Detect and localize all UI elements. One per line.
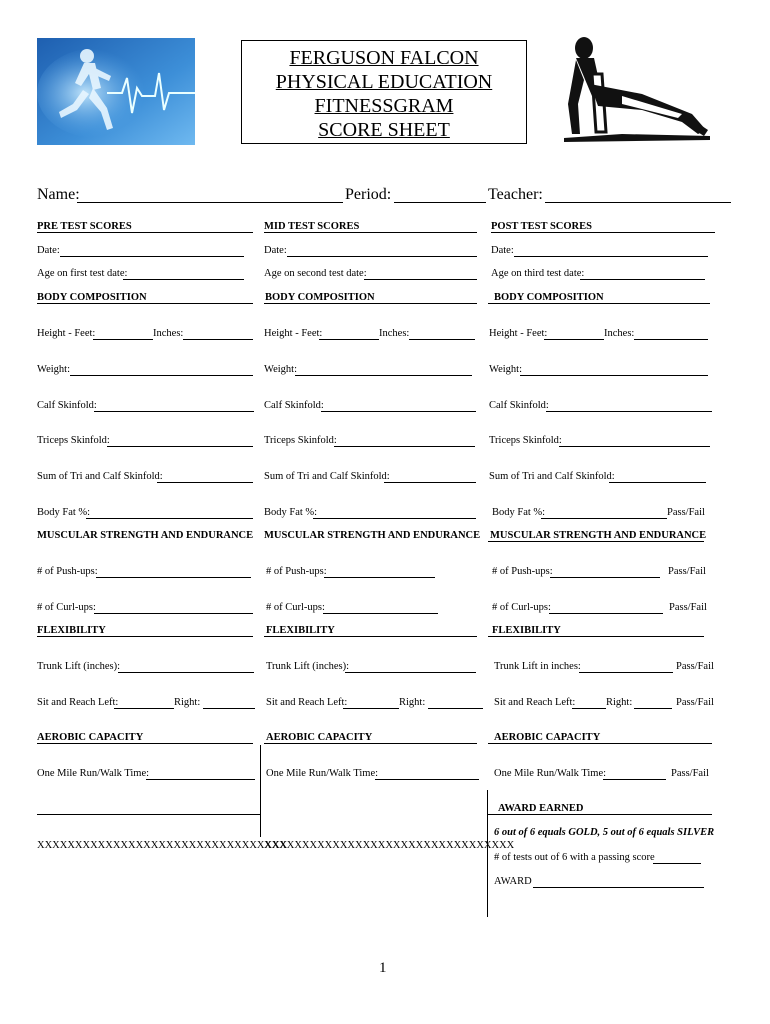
post-flexibility-rule bbox=[488, 636, 704, 637]
pre-body-comp-rule bbox=[37, 303, 253, 304]
title-line-1: FERGUSON FALCON bbox=[289, 47, 479, 69]
page-number: 1 bbox=[379, 960, 387, 976]
mid-height-inches-label: Inches: bbox=[379, 328, 410, 339]
post-height-feet-input[interactable] bbox=[544, 339, 604, 340]
post-pushups-pass-fail: Pass/Fail bbox=[668, 566, 706, 577]
mid-height-feet-label: Height - Feet: bbox=[264, 328, 323, 339]
post-pushups-input[interactable] bbox=[550, 577, 660, 578]
post-trunk-pass-fail: Pass/Fail bbox=[676, 661, 714, 672]
mid-curlups-label: # of Curl-ups: bbox=[266, 602, 325, 613]
mid-pushups-input[interactable] bbox=[324, 577, 435, 578]
post-calf-input[interactable] bbox=[546, 411, 712, 412]
pre-test-heading: PRE TEST SCORES bbox=[37, 221, 132, 232]
pre-curlups-input[interactable] bbox=[94, 613, 253, 614]
mid-weight-label: Weight: bbox=[264, 364, 297, 375]
mid-mile-label: One Mile Run/Walk Time: bbox=[266, 768, 379, 779]
post-heading-rule bbox=[491, 232, 715, 233]
pre-aerobic-heading: AEROBIC CAPACITY bbox=[37, 732, 144, 743]
pre-age-label: Age on first test date: bbox=[37, 268, 128, 279]
pre-height-feet-input[interactable] bbox=[93, 339, 153, 340]
pre-body-fat-label: Body Fat %: bbox=[37, 507, 91, 518]
award-input[interactable] bbox=[533, 887, 704, 888]
pushup-figure-image bbox=[562, 34, 712, 152]
name-input[interactable] bbox=[77, 202, 343, 203]
mid-curlups-input[interactable] bbox=[323, 613, 438, 614]
post-calf-label: Calf Skinfold: bbox=[489, 400, 549, 411]
pre-trunk-label: Trunk Lift (inches): bbox=[37, 661, 121, 672]
period-input[interactable] bbox=[394, 202, 486, 203]
post-body-fat-input[interactable] bbox=[541, 518, 667, 519]
mid-flexibility-rule bbox=[264, 636, 477, 637]
mid-sit-reach-right-input[interactable] bbox=[428, 708, 483, 709]
pre-muscular-heading: MUSCULAR STRENGTH AND ENDURANCE bbox=[37, 530, 254, 541]
divider-right bbox=[487, 790, 488, 917]
post-right-label: Right: bbox=[606, 697, 633, 708]
post-mile-label: One Mile Run/Walk Time: bbox=[494, 768, 607, 779]
pre-height-inches-label: Inches: bbox=[153, 328, 184, 339]
post-test-heading: POST TEST SCORES bbox=[491, 221, 592, 232]
post-muscular-heading: MUSCULAR STRENGTH AND ENDURANCE bbox=[490, 530, 707, 541]
post-mile-pass-fail: Pass/Fail bbox=[671, 768, 709, 779]
mid-weight-input[interactable] bbox=[295, 375, 472, 376]
mid-sit-reach-label: Sit and Reach Left: bbox=[266, 697, 348, 708]
post-aerobic-heading: AEROBIC CAPACITY bbox=[494, 732, 601, 743]
mid-triceps-label: Triceps Skinfold: bbox=[264, 435, 337, 446]
pre-calf-label: Calf Skinfold: bbox=[37, 400, 97, 411]
pre-sum-input[interactable] bbox=[157, 482, 253, 483]
mid-muscular-heading: MUSCULAR STRENGTH AND ENDURANCE bbox=[264, 530, 481, 541]
mid-right-label: Right: bbox=[399, 697, 426, 708]
pre-aerobic-rule bbox=[37, 743, 253, 744]
pre-weight-label: Weight: bbox=[37, 364, 70, 375]
post-age-label: Age on third test date: bbox=[491, 268, 585, 279]
pre-sit-reach-right-input[interactable] bbox=[203, 708, 255, 709]
post-date-input[interactable] bbox=[514, 256, 708, 257]
post-age-input[interactable] bbox=[580, 279, 705, 280]
mid-sit-reach-left-input[interactable] bbox=[343, 708, 399, 709]
mid-aerobic-rule bbox=[264, 743, 477, 744]
pre-trunk-input[interactable] bbox=[118, 672, 254, 673]
crossed-out-mid: XXXXXXXXXXXXXXXXXXXXXXXXXXXXXXXXX bbox=[264, 840, 515, 851]
mid-pushups-label: # of Push-ups: bbox=[266, 566, 327, 577]
pre-curlups-label: # of Curl-ups: bbox=[37, 602, 96, 613]
post-body-comp-heading: BODY COMPOSITION bbox=[494, 292, 604, 303]
pre-age-input[interactable] bbox=[123, 279, 244, 280]
pre-body-fat-input[interactable] bbox=[86, 518, 253, 519]
pre-pushups-label: # of Push-ups: bbox=[37, 566, 98, 577]
post-body-fat-pass-fail: Pass/Fail bbox=[667, 507, 705, 518]
award-label: AWARD bbox=[494, 876, 532, 887]
mid-body-comp-rule bbox=[264, 303, 477, 304]
post-muscular-rule bbox=[488, 541, 704, 542]
pre-sum-label: Sum of Tri and Calf Skinfold: bbox=[37, 471, 163, 482]
post-curlups-label: # of Curl-ups: bbox=[492, 602, 551, 613]
pre-mile-label: One Mile Run/Walk Time: bbox=[37, 768, 150, 779]
post-sum-label: Sum of Tri and Calf Skinfold: bbox=[489, 471, 615, 482]
mid-calf-input[interactable] bbox=[321, 411, 476, 412]
pre-right-label: Right: bbox=[174, 697, 201, 708]
post-sit-reach-pass-fail: Pass/Fail bbox=[676, 697, 714, 708]
crossed-out-pre: XXXXXXXXXXXXXXXXXXXXXXXXXXXXXXXXX bbox=[37, 840, 288, 851]
mid-sum-label: Sum of Tri and Calf Skinfold: bbox=[264, 471, 390, 482]
mid-aerobic-heading: AEROBIC CAPACITY bbox=[266, 732, 373, 743]
mid-calf-label: Calf Skinfold: bbox=[264, 400, 324, 411]
title-line-2: PHYSICAL EDUCATION bbox=[275, 71, 493, 93]
post-pushups-label: # of Push-ups: bbox=[492, 566, 553, 577]
mid-flexibility-heading: FLEXIBILITY bbox=[266, 625, 335, 636]
mid-trunk-input[interactable] bbox=[345, 672, 476, 673]
pre-height-feet-label: Height - Feet: bbox=[37, 328, 96, 339]
post-height-inches-label: Inches: bbox=[604, 328, 635, 339]
divider-left bbox=[260, 745, 261, 837]
teacher-label: Teacher: bbox=[488, 186, 543, 203]
pre-triceps-label: Triceps Skinfold: bbox=[37, 435, 110, 446]
title-line-4: SCORE SHEET bbox=[318, 119, 450, 141]
mid-mile-input[interactable] bbox=[375, 779, 479, 780]
runner-header-image bbox=[37, 38, 195, 145]
mid-sum-input[interactable] bbox=[384, 482, 476, 483]
post-height-feet-label: Height - Feet: bbox=[489, 328, 548, 339]
post-date-label: Date: bbox=[491, 245, 514, 256]
post-triceps-input[interactable] bbox=[559, 446, 710, 447]
award-rule-text: 6 out of 6 equals GOLD, 5 out of 6 equals SILVER bbox=[494, 827, 715, 838]
period-label: Period: bbox=[345, 186, 392, 203]
mid-age-label: Age on second test date: bbox=[264, 268, 367, 279]
pre-flexibility-rule bbox=[37, 636, 253, 637]
pre-triceps-input[interactable] bbox=[107, 446, 253, 447]
post-body-fat-label: Body Fat %: bbox=[492, 507, 546, 518]
pre-body-comp-heading: BODY COMPOSITION bbox=[37, 292, 147, 303]
pre-date-input[interactable] bbox=[60, 256, 244, 257]
pre-weight-input[interactable] bbox=[70, 375, 253, 376]
mid-triceps-input[interactable] bbox=[334, 446, 475, 447]
award-heading-rule bbox=[488, 814, 712, 815]
post-trunk-label: Trunk Lift in inches: bbox=[494, 661, 581, 672]
award-earned-heading: AWARD EARNED bbox=[498, 803, 584, 814]
pre-mile-input[interactable] bbox=[146, 779, 255, 780]
post-weight-label: Weight: bbox=[489, 364, 522, 375]
name-label: Name: bbox=[37, 186, 80, 203]
mid-test-heading: MID TEST SCORES bbox=[264, 221, 360, 232]
pre-height-inches-input[interactable] bbox=[183, 339, 253, 340]
mid-height-inches-input[interactable] bbox=[409, 339, 475, 340]
mid-age-input[interactable] bbox=[364, 279, 477, 280]
pre-sit-reach-label: Sit and Reach Left: bbox=[37, 697, 119, 708]
post-sum-input[interactable] bbox=[609, 482, 706, 483]
pre-bottom-rule bbox=[37, 814, 260, 815]
post-sit-reach-label: Sit and Reach Left: bbox=[494, 697, 576, 708]
post-weight-input[interactable] bbox=[520, 375, 708, 376]
pre-calf-input[interactable] bbox=[94, 411, 254, 412]
teacher-input[interactable] bbox=[545, 202, 731, 203]
post-body-comp-rule bbox=[488, 303, 710, 304]
mid-trunk-label: Trunk Lift (inches): bbox=[266, 661, 350, 672]
post-mile-input[interactable] bbox=[603, 779, 666, 780]
post-triceps-label: Triceps Skinfold: bbox=[489, 435, 562, 446]
pre-pushups-input[interactable] bbox=[96, 577, 251, 578]
mid-height-feet-input[interactable] bbox=[319, 339, 379, 340]
post-curlups-input[interactable] bbox=[549, 613, 663, 614]
pre-sit-reach-left-input[interactable] bbox=[114, 708, 174, 709]
post-aerobic-rule bbox=[488, 743, 712, 744]
pre-flexibility-heading: FLEXIBILITY bbox=[37, 625, 106, 636]
post-curlups-pass-fail: Pass/Fail bbox=[669, 602, 707, 613]
mid-body-fat-label: Body Fat %: bbox=[264, 507, 318, 518]
title-line-3: FITNESSGRAM bbox=[314, 95, 454, 117]
post-sit-reach-right-input[interactable] bbox=[634, 708, 672, 709]
passing-tests-input[interactable] bbox=[653, 863, 701, 864]
post-trunk-input[interactable] bbox=[579, 672, 673, 673]
post-flexibility-heading: FLEXIBILITY bbox=[492, 625, 561, 636]
mid-date-label: Date: bbox=[264, 245, 287, 256]
mid-body-comp-heading: BODY COMPOSITION bbox=[265, 292, 375, 303]
pre-heading-rule bbox=[37, 232, 253, 233]
post-height-inches-input[interactable] bbox=[634, 339, 708, 340]
passing-tests-label: # of tests out of 6 with a passing score bbox=[494, 852, 655, 863]
post-sit-reach-left-input[interactable] bbox=[572, 708, 606, 709]
mid-heading-rule bbox=[264, 232, 477, 233]
mid-body-fat-input[interactable] bbox=[313, 518, 476, 519]
title-box bbox=[241, 40, 527, 144]
pre-date-label: Date: bbox=[37, 245, 60, 256]
mid-date-input[interactable] bbox=[287, 256, 477, 257]
